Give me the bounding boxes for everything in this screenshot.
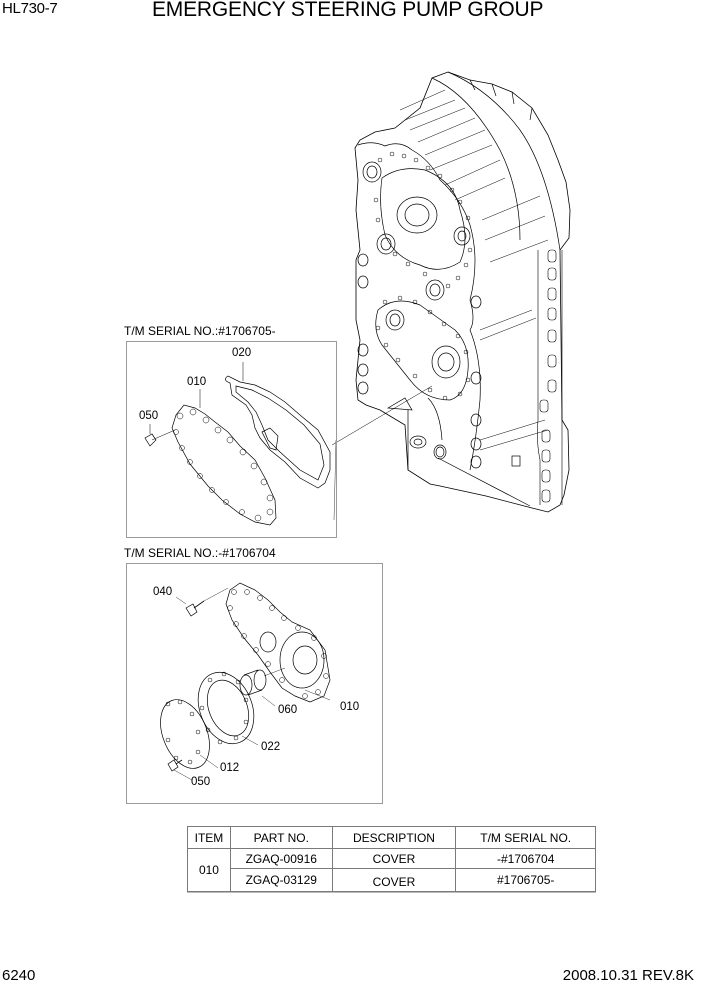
callout-012: 012: [220, 762, 240, 774]
column-header-serial: T/M SERIAL NO.: [456, 827, 596, 849]
column-header-description: DESCRIPTION: [332, 827, 456, 849]
table-row: [188, 849, 596, 869]
callout-020: 020: [232, 347, 252, 359]
page-title: EMERGENCY STEERING PUMP GROUP: [152, 0, 544, 21]
callout-060: 060: [278, 704, 298, 716]
part-no-cell: ZGAQ-00916: [230, 849, 332, 869]
description-cell: COVER: [332, 869, 456, 892]
page-number: 6240: [2, 967, 36, 984]
parts-table: [187, 826, 596, 892]
view1-frame: [126, 341, 337, 538]
table-header-row: [188, 827, 596, 849]
description-cell: COVER: [332, 849, 456, 869]
model-number: HL730-7: [2, 0, 58, 17]
callout-022: 022: [261, 741, 281, 753]
column-header-item: ITEM: [188, 827, 231, 849]
serial-cell: #1706705-: [456, 869, 596, 892]
view2-serial-label: T/M SERIAL NO.:-#1706704: [124, 546, 276, 560]
transmission-housing-drawing: [355, 72, 570, 512]
serial-cell: -#1706704: [456, 849, 596, 869]
column-header-part-no: PART NO.: [230, 827, 332, 849]
table-row: [188, 869, 596, 892]
callout-010: 010: [340, 701, 360, 713]
part-no-cell: ZGAQ-03129: [230, 869, 332, 892]
callout-050: 050: [191, 776, 211, 788]
item-cell: 010: [188, 849, 231, 892]
callout-050: 050: [139, 410, 159, 422]
view1-serial-label: T/M SERIAL NO.:#1706705-: [124, 324, 276, 338]
view2-frame: [126, 563, 383, 804]
callout-010: 010: [187, 376, 207, 388]
revision-date: 2008.10.31 REV.8K: [562, 967, 694, 984]
callout-040: 040: [153, 586, 173, 598]
